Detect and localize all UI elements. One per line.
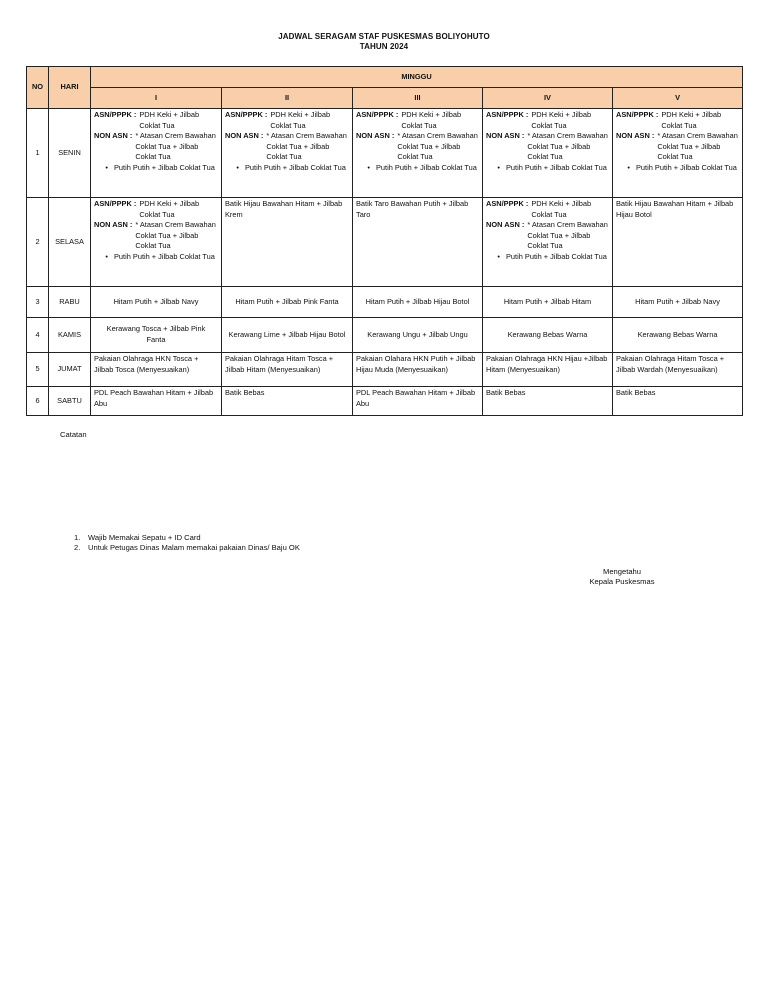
- schedule-cell: [483, 109, 613, 198]
- asn-value: PDH Keki + Jilbab Coklat Tua: [139, 199, 200, 219]
- header-week-1: I: [91, 88, 222, 109]
- note-text: Wajib Memakai Sepatu + ID Card: [88, 533, 201, 542]
- row-day: SABTU: [49, 387, 91, 416]
- header-week-4: IV: [483, 88, 613, 109]
- non-asn-label: NON ASN :: [486, 220, 525, 230]
- bullet-icon: •: [497, 251, 500, 261]
- row-number: 5: [27, 353, 49, 387]
- schedule-cell: PDL Peach Bawahan Hitam + Jilbab Abu: [91, 387, 222, 416]
- schedule-cell: [483, 198, 613, 287]
- bullet-line: [486, 252, 609, 263]
- note-item: [74, 533, 300, 543]
- title-line-2: TAHUN 2024: [359, 42, 409, 51]
- asn-label: ASN/PPPK :: [225, 110, 268, 119]
- header-minggu: MINGGU: [91, 67, 743, 88]
- schedule-cell: Hitam Putih + Jilbab Hijau Botol: [353, 287, 483, 318]
- non-asn-label: NON ASN :: [486, 131, 525, 141]
- asn-line: [94, 110, 218, 131]
- asn-value: PDH Keki + Jilbab Coklat Tua: [401, 110, 462, 130]
- bullet-line: [94, 163, 218, 174]
- row-day: RABU: [49, 287, 91, 318]
- bullet-text: Putih Putih + Jilbab Coklat Tua: [506, 251, 607, 261]
- asn-line: [94, 199, 218, 220]
- row-number: 1: [27, 109, 49, 198]
- schedule-cell: Pakaian Olahraga Hitam Tosca + Jilbab Hitam (Menyesuaikan): [222, 353, 353, 387]
- non-asn-value: * Atasan Crem Bawahan Coklat Tua + Jilbab Coklat Tua: [266, 131, 347, 162]
- asn-line: [356, 110, 479, 131]
- bullet-icon: •: [627, 162, 630, 172]
- header-week-3: III: [353, 88, 483, 109]
- asn-label: ASN/PPPK :: [486, 110, 529, 119]
- title-line-1: JADWAL SERAGAM STAF PUSKESMAS BOLIYOHUTO: [278, 32, 490, 41]
- table-row: [27, 287, 743, 318]
- schedule-cell: Pakaian Olahraga HKN Tosca + Jilbab Tosca (Menyesuaikan): [91, 353, 222, 387]
- non-asn-line: [94, 131, 218, 163]
- header-hari: HARI: [49, 67, 91, 109]
- schedule-cell: Hitam Putih + Jilbab Navy: [613, 287, 743, 318]
- table-row: [27, 109, 743, 198]
- bullet-text: Putih Putih + Jilbab Coklat Tua: [636, 162, 737, 172]
- schedule-cell: Kerawang Ungu + Jilbab Ungu: [353, 318, 483, 353]
- asn-value: PDH Keki + Jilbab Coklat Tua: [270, 110, 331, 130]
- schedule-cell: Kerawang Bebas Warna: [483, 318, 613, 353]
- non-asn-label: NON ASN :: [94, 131, 133, 141]
- schedule-cell: Pakaian Olahraga Hitam Tosca + Jilbab Wardah (Menyesuaikan): [613, 353, 743, 387]
- schedule-cell: [91, 109, 222, 198]
- schedule-cell: Batik Bebas: [613, 387, 743, 416]
- bullet-line: [356, 163, 479, 174]
- row-day: SELASA: [49, 198, 91, 287]
- schedule-cell: Pakaian Olahara HKN Putih + Jilbab Hijau Muda (Menyesuaikan): [353, 353, 483, 387]
- non-asn-line: [486, 131, 609, 163]
- asn-label: ASN/PPPK :: [94, 110, 137, 119]
- note-text: Untuk Petugas Dinas Malam memakai pakaian Dinas/ Baju OK: [88, 543, 300, 552]
- bullet-icon: •: [105, 251, 108, 261]
- schedule-cell: Kerawang Tosca + Jilbab Pink Fanta: [91, 318, 222, 353]
- non-asn-label: NON ASN :: [356, 131, 395, 141]
- bullet-line: [94, 252, 218, 263]
- asn-line: [486, 110, 609, 131]
- asn-label: ASN/PPPK :: [486, 199, 529, 208]
- schedule-cell: Batik Bebas: [483, 387, 613, 416]
- schedule-cell: Batik Hijau Bawahan Hitam + Jilbab Krem: [222, 198, 353, 287]
- schedule-cell: Hitam Putih + Jilbab Hitam: [483, 287, 613, 318]
- bullet-text: Putih Putih + Jilbab Coklat Tua: [245, 162, 346, 172]
- asn-label: ASN/PPPK :: [94, 199, 137, 208]
- schedule-cell: [353, 109, 483, 198]
- note-number: 1.: [74, 533, 81, 542]
- non-asn-line: [356, 131, 479, 163]
- non-asn-label: NON ASN :: [616, 131, 655, 141]
- row-number: 2: [27, 198, 49, 287]
- schedule-cell: Kerawang Bebas Warna: [613, 318, 743, 353]
- bullet-icon: •: [105, 162, 108, 172]
- schedule-cell: Batik Bebas: [222, 387, 353, 416]
- bullet-line: [225, 163, 349, 174]
- asn-value: PDH Keki + Jilbab Coklat Tua: [531, 199, 592, 219]
- table-row: [27, 387, 743, 416]
- schedule-cell: [91, 198, 222, 287]
- row-day: KAMIS: [49, 318, 91, 353]
- notes-list: [74, 533, 300, 553]
- table-row: [27, 198, 743, 287]
- row-number: 6: [27, 387, 49, 416]
- bullet-icon: •: [367, 162, 370, 172]
- non-asn-line: [225, 131, 349, 163]
- schedule-cell: [613, 109, 743, 198]
- bullet-text: Putih Putih + Jilbab Coklat Tua: [506, 162, 607, 172]
- asn-value: PDH Keki + Jilbab Coklat Tua: [531, 110, 592, 130]
- bullet-text: Putih Putih + Jilbab Coklat Tua: [114, 251, 215, 261]
- schedule-cell: [222, 109, 353, 198]
- schedule-cell: Kerawang Lime + Jilbab Hijau Botol: [222, 318, 353, 353]
- note-number: 2.: [74, 543, 81, 552]
- row-day: SENIN: [49, 109, 91, 198]
- signature-block: [572, 567, 672, 587]
- non-asn-value: * Atasan Crem Bawahan Coklat Tua + Jilbab Coklat Tua: [397, 131, 478, 162]
- bullet-text: Putih Putih + Jilbab Coklat Tua: [114, 162, 215, 172]
- catatan-label: Catatan: [60, 430, 87, 439]
- asn-line: [225, 110, 349, 131]
- asn-line: [486, 199, 609, 220]
- non-asn-line: [616, 131, 739, 163]
- table-row: [27, 353, 743, 387]
- schedule-cell: Batik Hijau Bawahan Hitam + Jilbab Hijau Botol: [613, 198, 743, 287]
- non-asn-value: * Atasan Crem Bawahan Coklat Tua + Jilbab Coklat Tua: [135, 220, 216, 251]
- header-no: NO: [27, 67, 49, 109]
- bullet-icon: •: [497, 162, 500, 172]
- asn-line: [616, 110, 739, 131]
- non-asn-label: NON ASN :: [94, 220, 133, 230]
- asn-value: PDH Keki + Jilbab Coklat Tua: [661, 110, 722, 130]
- row-number: 4: [27, 318, 49, 353]
- row-day: JUMAT: [49, 353, 91, 387]
- asn-label: ASN/PPPK :: [616, 110, 659, 119]
- bullet-icon: •: [236, 162, 239, 172]
- signature-line-2: Kepala Puskesmas: [589, 577, 655, 586]
- schedule-cell: Batik Taro Bawahan Putih + Jilbab Taro: [353, 198, 483, 287]
- bullet-text: Putih Putih + Jilbab Coklat Tua: [376, 162, 477, 172]
- signature-line-1: Mengetahu: [603, 567, 641, 576]
- non-asn-label: NON ASN :: [225, 131, 264, 141]
- bullet-line: [616, 163, 739, 174]
- bullet-line: [486, 163, 609, 174]
- non-asn-value: * Atasan Crem Bawahan Coklat Tua + Jilbab Coklat Tua: [135, 131, 216, 162]
- header-week-5: V: [613, 88, 743, 109]
- non-asn-value: * Atasan Crem Bawahan Coklat Tua + Jilbab Coklat Tua: [527, 131, 608, 162]
- asn-label: ASN/PPPK :: [356, 110, 399, 119]
- schedule-table: [26, 66, 743, 416]
- non-asn-line: [486, 220, 609, 252]
- schedule-cell: PDL Peach Bawahan Hitam + Jilbab Abu: [353, 387, 483, 416]
- schedule-cell: Pakaian Olahraga HKN Hijau +Jilbab Hitam (Menyesuaikan): [483, 353, 613, 387]
- non-asn-value: * Atasan Crem Bawahan Coklat Tua + Jilbab Coklat Tua: [657, 131, 738, 162]
- non-asn-line: [94, 220, 218, 252]
- row-number: 3: [27, 287, 49, 318]
- document-title: [0, 32, 768, 52]
- asn-value: PDH Keki + Jilbab Coklat Tua: [139, 110, 200, 130]
- table-row: [27, 318, 743, 353]
- header-week-2: II: [222, 88, 353, 109]
- schedule-cell: Hitam Putih + Jilbab Pink Fanta: [222, 287, 353, 318]
- note-item: [74, 543, 300, 553]
- non-asn-value: * Atasan Crem Bawahan Coklat Tua + Jilbab Coklat Tua: [527, 220, 608, 251]
- schedule-cell: Hitam Putih + Jilbab Navy: [91, 287, 222, 318]
